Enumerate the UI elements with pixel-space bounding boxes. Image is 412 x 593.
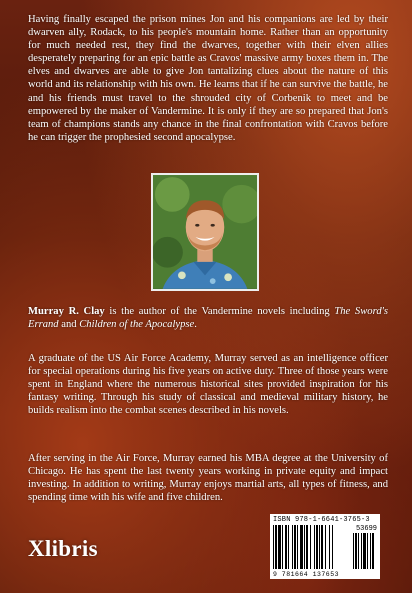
barcode-bar	[325, 525, 326, 569]
barcode-bar	[282, 525, 283, 569]
barcode-bar	[285, 525, 287, 569]
barcode-bar	[372, 533, 374, 569]
book-title-2: Children of the Apocalypse	[79, 319, 195, 331]
barcode-bar	[332, 525, 333, 569]
barcode-bar	[304, 525, 305, 569]
barcode-digits: 9 781664 137653	[273, 571, 340, 578]
barcode-bar	[355, 533, 357, 569]
barcode-bar	[321, 525, 323, 569]
author-photo-image	[153, 175, 257, 289]
barcode-bar	[300, 525, 303, 569]
isbn-label	[273, 516, 370, 524]
barcode-bar	[314, 525, 315, 569]
barcode-bar	[358, 533, 359, 569]
barcode-bar	[292, 525, 293, 569]
synopsis-paragraph: Having finally escaped the prison mines Jon and his companions are led by their dwarven ally, Rodack, to his people's mountain home. Rather than an opportunity for much needed rest, they find the dwarves, together with their elven allies desperately preparing for an epic battle as Cravos' massive army boxes them in. The elves and dwarves are able to give Jon tantalizing clues about the nature of this world and its relationship with his own. He learns that if he can survive the battle, he and his friends must travel to the shrouded city of Corbenik to meet and be empowered by the maker of Vandermine. It is only if they are so prepared that Jon's team of champions stands any chance in the final confrontation with Cravos before he can trigger the prophesied second apocalypse.	[28, 14, 388, 143]
barcode-bar	[363, 533, 366, 569]
barcode-bar	[310, 525, 311, 569]
barcode-bar	[361, 533, 362, 569]
barcode-bar	[316, 525, 318, 569]
barcode-bar	[353, 533, 354, 569]
barcode-bar	[288, 525, 289, 569]
bio-and-text: and	[58, 319, 80, 331]
barcode-bar	[306, 525, 308, 569]
price-code: 53699	[355, 525, 377, 533]
barcode-bar	[370, 533, 371, 569]
author-name: Murray R. Clay	[28, 306, 105, 317]
barcode	[270, 514, 380, 579]
barcode-bar	[297, 525, 298, 569]
barcode-bar	[319, 525, 320, 569]
author-bio-military: A graduate of the US Air Force Academy, Murray served as an intelligence officer for special operations during his five years on active duty. Three of those years were spent in England where the numerous historical sites provided inspiration for his fantasy writing. Through his study of classical and medieval military history, he builds realism into the combat scenes described in his novels.	[28, 353, 388, 417]
bio-intro-text: is the author of the Vandermine novels including	[104, 306, 335, 317]
barcode-bar	[294, 525, 296, 569]
bio-end-text: .	[194, 319, 197, 331]
barcode-bar	[367, 533, 368, 569]
publisher-logo: Xlibris	[28, 536, 98, 561]
barcode-bar	[273, 525, 274, 569]
barcode-bar	[278, 525, 281, 569]
barcode-bar	[275, 525, 277, 569]
author-bio-intro	[28, 305, 388, 331]
barcode-bar	[329, 525, 330, 569]
book-title-1: The Sword's Errand	[28, 306, 389, 331]
isbn-text: ISBN 978-1-6641-3765-3	[273, 516, 370, 524]
author-photo	[151, 173, 259, 291]
author-bio-career: After serving in the Air Force, Murray earned his MBA degree at the University of Chicago. He has spent the last twenty years working in private equity and impact investing. In addition to writing, Murray enjoys martial arts, all types of fitness, and spending time with his wife and five children.	[28, 453, 388, 504]
